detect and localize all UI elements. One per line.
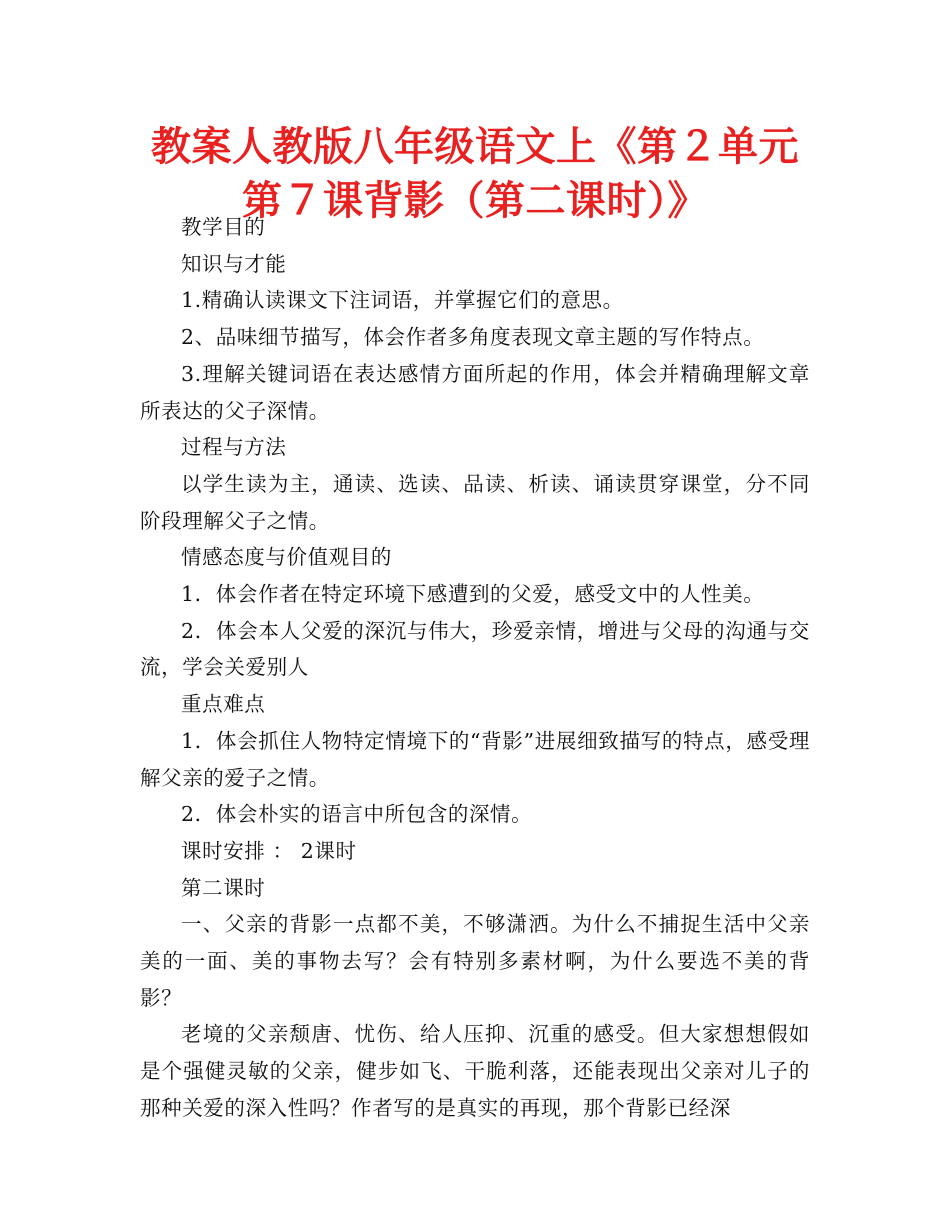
- paragraph-schedule: 课时安排 ： 2课时: [181, 838, 357, 863]
- paragraph-emotion-2: 2．体会本人父爱的深沉与伟大，珍爱亲情，增进与父母的沟通与交流，学会关爱别人: [140, 618, 810, 680]
- paragraph-goal-2: 2、品味细节描写，体会作者多角度表现文章主题的写作特点。: [181, 325, 765, 350]
- paragraph-goal-3: 3.理解关键词语在表达感情方面所起的作用，体会并精确理解文章所表达的父子深情。: [140, 361, 810, 423]
- paragraph-second-lesson: 第二课时: [181, 875, 266, 900]
- paragraph-goal-1: 1.精确认读课文下注词语，并掌握它们的意思。: [181, 288, 624, 313]
- document-body: [140, 209, 810, 1127]
- paragraph-emotion-1: 1．体会作者在特定环境下感遭到的父爱，感受文中的人性美。: [181, 582, 765, 607]
- paragraph-process-detail: 以学生读为主，通读、选读、品读、析读、诵读贯穿课堂，分不同阶段理解父子之情。: [140, 471, 810, 533]
- paragraph-answer-1: 老境的父亲颓唐、忧伤、给人压抑、沉重的感受。但大家想想假如是个强健灵敏的父亲，健步如飞、干脆利落，还能表现出父亲对儿子的那种关爱的深入性吗？作者写的是真实的再现，那个背影已经深: [140, 1022, 810, 1120]
- paragraph-key-2: 2．体会朴实的语言中所包含的深情。: [181, 802, 533, 827]
- paragraph-emotion-values: 情感态度与价值观目的: [181, 545, 392, 570]
- document-title: 教案人教版八年级语文上《第２单元第７课背影（第二课时）》: [151, 124, 799, 224]
- paragraph-process-method: 过程与方法: [181, 435, 287, 460]
- paragraph-teaching-goals: 教学目的: [181, 215, 266, 239]
- paragraph-question-1: 一、父亲的背影一点都不美，不够潇洒。为什么不捕捉生活中父亲美的一面、美的事物去写？会有特别多素材啊，为什么要选不美的背影？: [140, 912, 810, 1010]
- paragraph-key-points: 重点难点: [181, 692, 266, 717]
- paragraph-key-1: 1．体会抓住人物特定情境下的“背影”进展细致描写的特点，感受理解父亲的爱子之情。: [140, 728, 810, 790]
- paragraph-knowledge-ability: 知识与才能: [181, 251, 287, 276]
